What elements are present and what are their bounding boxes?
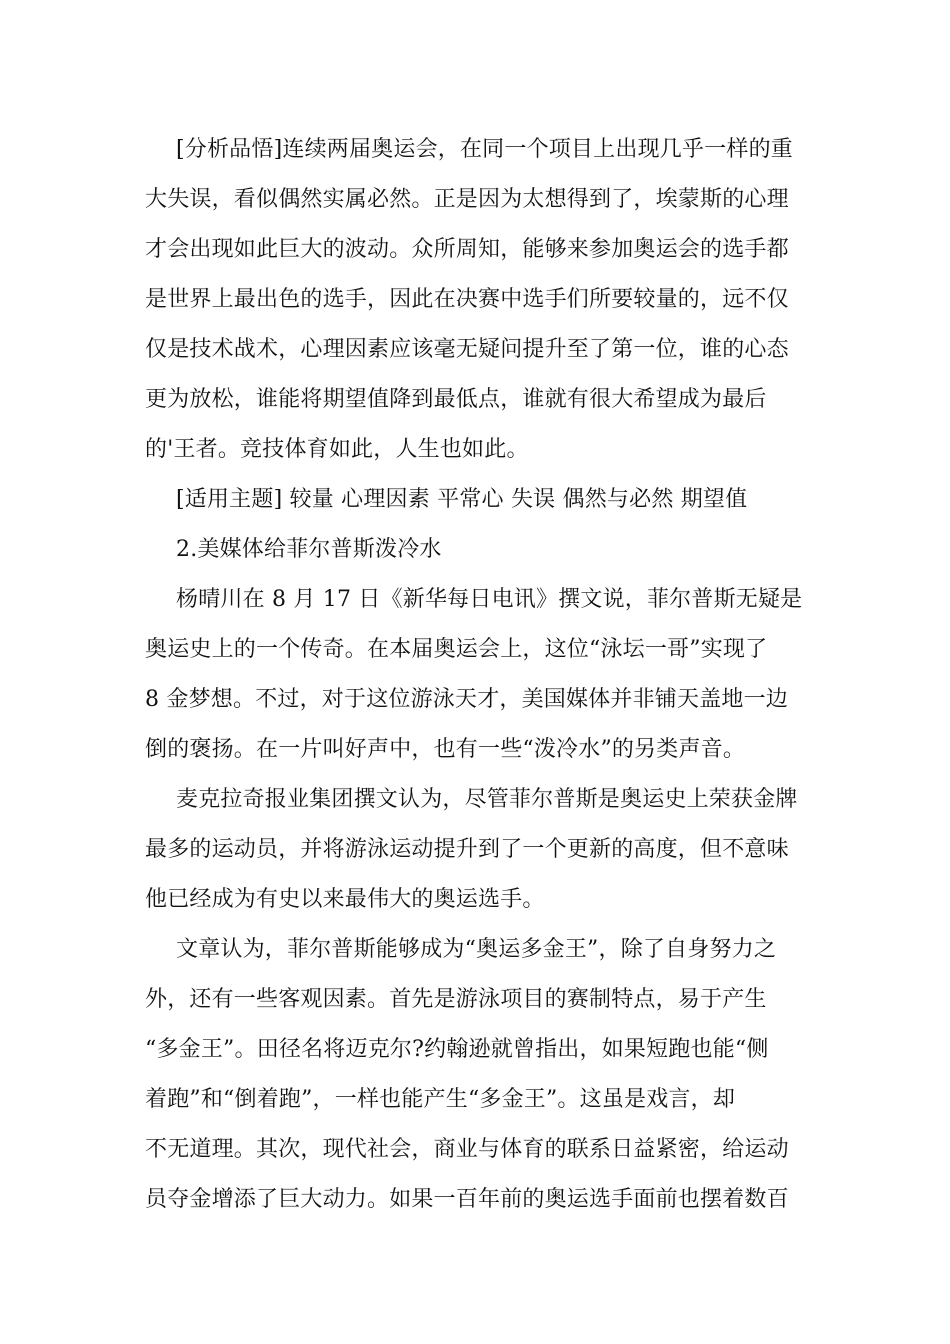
paragraph-line: 着跑”和“倒着跑”，一样也能产生“多金王”。这虽是戏言，却: [145, 1087, 736, 1112]
paragraph-line: 不无道理。其次，现代社会，商业与体育的联系日益紧密，给运动: [145, 1137, 789, 1162]
paragraph-line: 杨晴川在 8 月 17 日《新华每日电讯》撰文说，菲尔普斯无疑是: [176, 587, 803, 612]
paragraph-line: 仅是技术战术，心理因素应该毫无疑问提升至了第一位，谁的心态: [145, 337, 789, 362]
paragraph-line: 更为放松，谁能将期望值降到最低点，谁就有很大希望成为最后: [145, 387, 767, 412]
paragraph-line: 文章认为，菲尔普斯能够成为“奥运多金王”，除了自身努力之: [176, 937, 777, 962]
paragraph-line: 8 金梦想。不过，对于这位游泳天才，美国媒体并非铺天盖地一边: [145, 687, 788, 712]
paragraph-line: 最多的运动员，并将游泳运动提升到了一个更新的高度，但不意味: [145, 837, 789, 862]
paragraph-line: “多金王”。田径名将迈克尔?约翰逊就曾指出，如果短跑也能“侧: [145, 1037, 769, 1062]
paragraph-line: 外，还有一些客观因素。首先是游泳项目的赛制特点，易于产生: [145, 987, 767, 1012]
paragraph-line: 是世界上最出色的选手，因此在决赛中选手们所要较量的，远不仅: [145, 287, 789, 312]
paragraph-line: 奥运史上的一个传奇。在本届奥运会上，这位“泳坛一哥”实现了: [145, 637, 768, 662]
paragraph-line: 才会出现如此巨大的波动。众所周知，能够来参加奥运会的选手都: [145, 237, 789, 262]
paragraph-line: 他已经成为有史以来最伟大的奥运选手。: [145, 887, 545, 912]
paragraph-line: 大失误，看似偶然实属必然。正是因为太想得到了，埃蒙斯的心理: [145, 187, 789, 212]
topics-line: [适用主题] 较量 心理因素 平常心 失误 偶然与必然 期望值: [176, 487, 748, 512]
paragraph-line: 员夺金增添了巨大动力。如果一百年前的奥运选手面前也摆着数百: [145, 1187, 789, 1212]
paragraph-line: [分析品悟]连续两届奥运会，在同一个项目上出现几乎一样的重: [176, 137, 793, 162]
paragraph-line: 的'王者。竞技体育如此，人生也如此。: [145, 437, 529, 462]
paragraph-line: 麦克拉奇报业集团撰文认为，尽管菲尔普斯是奥运史上荣获金牌: [176, 787, 798, 812]
paragraph-line: 倒的褒扬。在一片叫好声中，也有一些“泼冷水”的另类声音。: [145, 737, 746, 762]
section-heading: 2.美媒体给菲尔普斯泼冷水: [176, 537, 442, 562]
